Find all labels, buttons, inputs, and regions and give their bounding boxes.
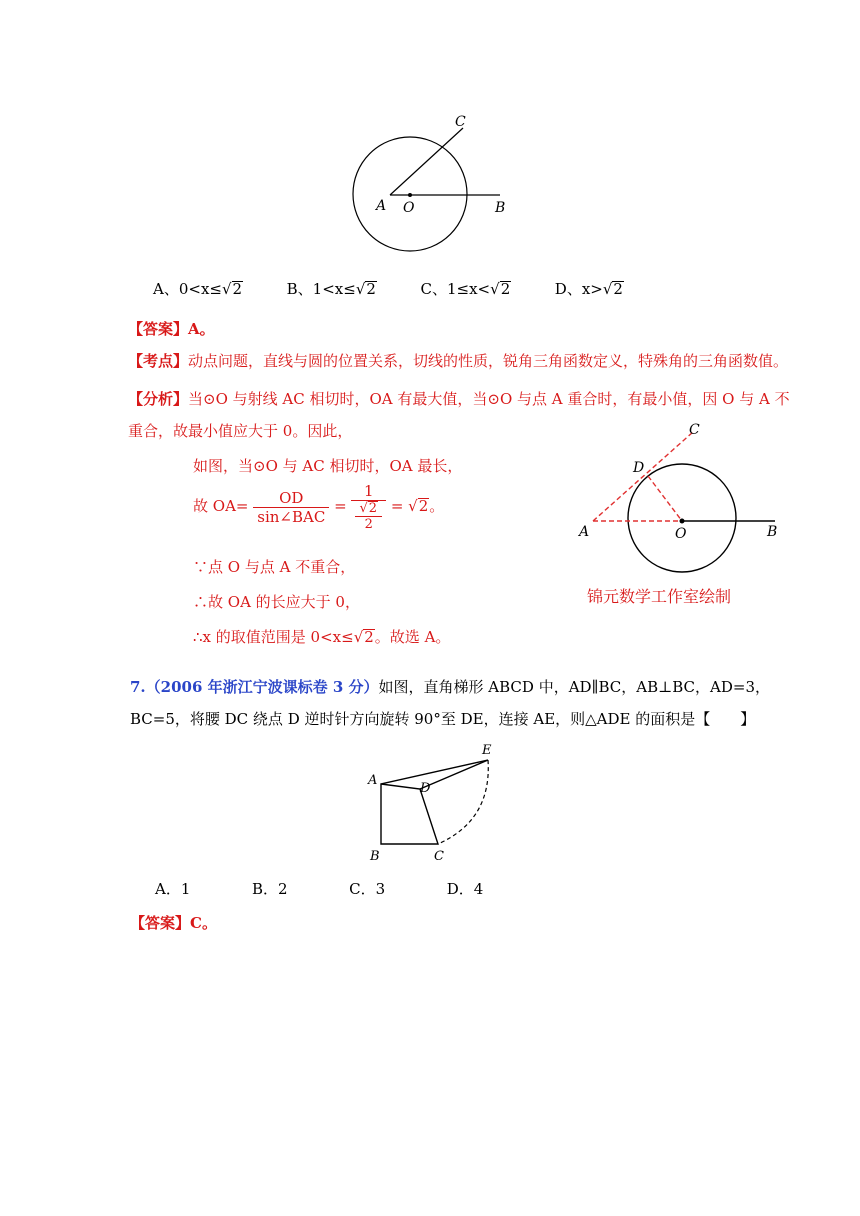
label-o: O [403, 200, 415, 216]
q6-step5: ∴x 的取值范围是 0<x≤√2。故选 A。 [193, 628, 451, 646]
segment-ae [381, 760, 488, 784]
q6-step3: ∵点 O 与点 A 不重合， [193, 558, 356, 576]
figure-circle-tangent [340, 108, 540, 258]
q7-option-d: D．4 [446, 880, 484, 898]
label3-c: C [434, 849, 444, 864]
label2-d: D [633, 460, 645, 476]
label-c: C [455, 114, 466, 130]
label3-a: A [368, 773, 378, 788]
label2-a: A [579, 524, 590, 540]
label2-o: O [675, 526, 687, 542]
q7-line1: 7.（2006 年浙江宁波课标卷 3 分）如图，直角梯形 ABCD 中，AD∥BC，AB⊥BC，AD=3， [130, 678, 770, 696]
label2-c: C [689, 422, 700, 438]
label-a: A [376, 198, 387, 214]
figure-trapezoid [362, 740, 512, 868]
label2-b: B [767, 524, 778, 540]
figure2-caption: 锦元数学工作室绘制 [587, 587, 732, 606]
fraction-od-sin: $\frac{OD}{\text{sin∠BAC}}$ [253, 489, 329, 526]
q6-options [153, 278, 624, 299]
fraction-one-over-half-root2: $\frac{1}{\frac{√2}{2}}$ [351, 482, 386, 532]
q6-fenxi-line2: 重合，故最小值应大于 0。因此， [128, 422, 353, 440]
q7-line2: BC=5，将腰 DC 绕点 D 逆时针方向旋转 90°至 DE，连接 AE，则△ADE 的面积是【 】 [130, 710, 756, 728]
q6-option-b: B、1<x≤√2 [286, 280, 376, 298]
circle-o2 [628, 464, 736, 572]
label3-b: B [370, 849, 380, 864]
q6-kaodian: 【考点】动点问题，直线与圆的位置关系，切线的性质，锐角三角函数定义，特殊角的三角函数值。 [128, 352, 789, 370]
q6-option-a: A、0<x≤√2 [153, 280, 243, 298]
q6-option-d: D、x>√2 [554, 280, 623, 298]
label3-e: E [482, 743, 492, 758]
q7-answer: 【答案】C。 [130, 914, 217, 932]
label-b: B [495, 200, 506, 216]
label3-d: D [420, 781, 431, 796]
q6-step2: 故 OA= $\frac{OD}{\text{sin∠BAC}}$ = $\frac{1}{\frac{√2}{2}}$ = √2。 [193, 482, 445, 532]
q6-option-c: C、1≤x<√2 [420, 280, 511, 298]
q6-fenxi-line1: 【分析】当⊙O 与射线 AC 相切时，OA 有最大值，当⊙O 与点 A 重合时，有最小值，因 O 与 A 不 [128, 390, 790, 408]
q6-step1: 如图，当⊙O 与 AC 相切时，OA 最长， [193, 457, 463, 475]
q6-answer: 【答案】A。 [128, 320, 215, 338]
line-do [648, 476, 682, 521]
figure-tangent-construction [575, 418, 795, 608]
q7-option-a: A．1 [155, 880, 191, 898]
center-point [408, 193, 412, 197]
line-ac [593, 432, 693, 521]
q7-options [155, 878, 483, 899]
rotation-arc [438, 760, 488, 844]
q7-option-b: B．2 [251, 880, 288, 898]
q6-step4: ∴故 OA 的长应大于 0， [193, 593, 360, 611]
q7-option-c: C．3 [349, 880, 386, 898]
center-point2 [680, 519, 685, 524]
